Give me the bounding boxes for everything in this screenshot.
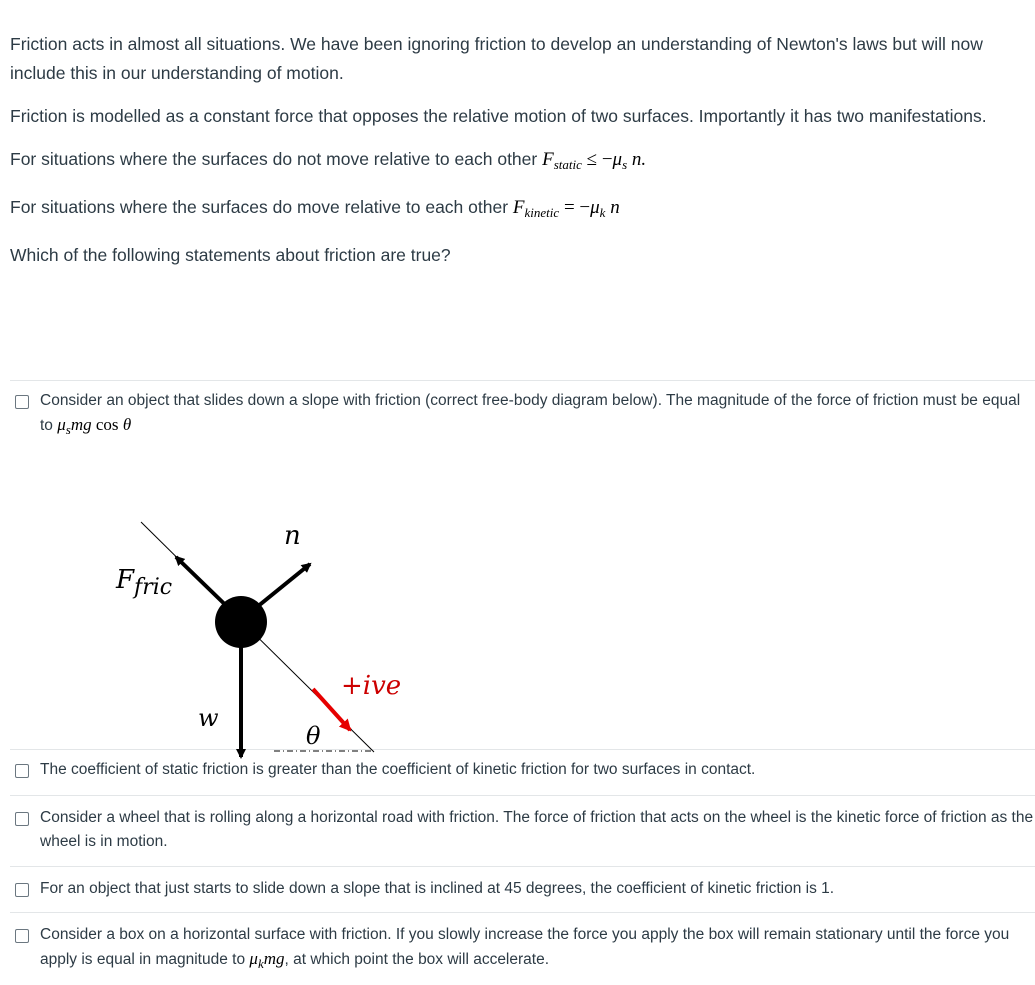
answer-3-text: Consider a wheel that is rolling along a horizontal road with friction. The force of friction that acts on the wheel is the kinetic force of friction as the wheel is in motion. [40,809,1034,850]
intro-static-friction [10,145,1035,179]
answer-1-formula: $\mu_smg$ cos θ [57,415,132,437]
intro-paragraph-2: Friction is modelled as a constant force that opposes the relative motion of two surfaces. Importantly it has two manifestations. [10,106,987,126]
intro-kinetic-friction [10,193,1035,227]
free-body-diagram [98,482,402,750]
answer-option-4[interactable] [10,866,1035,912]
question-prompt: Which of the following statements about friction are true? [10,245,451,265]
object-mass [215,596,267,648]
answer-5-formula: $\mu_kmg$ [249,949,285,971]
answer-5-text: Consider a box on a horizontal surface with friction. If you slowly increase the force you apply the box will remain stationary until the force you apply is equal in magnitude to [40,926,1010,968]
label-normal: n [284,521,301,551]
answer-checkbox-5[interactable] [15,929,29,943]
question-intro [10,30,1035,284]
label-weight: w [198,704,219,732]
label-theta: θ [306,722,321,750]
answer-4-text: For an object that just starts to slide down a slope that is inclined at 45 degrees, the coefficient of kinetic friction is 1. [40,880,835,897]
label-positive-direction: +ive [341,671,402,701]
answer-checkbox-1[interactable] [15,395,29,409]
kinetic-friction-text: For situations where the surfaces do move relative to each other [10,197,509,217]
label-friction: $F_{fric}$ [116,565,173,600]
answer-1-text: Consider an object that slides down a slope with friction (correct free-body diagram below). The magnitude of the force of friction must be equal to [40,392,1021,434]
static-friction-formula: $F_{static} \le -\mu_s$ n. [542,149,647,172]
answer-option-3[interactable] [10,795,1035,866]
answer-checkbox-4[interactable] [15,883,29,897]
answer-checkbox-3[interactable] [15,812,29,826]
intro-paragraph-1: Friction acts in almost all situations. We have been ignoring friction to develop an understanding of Newton's laws but will now include this in our understanding of motion. [10,34,983,83]
answer-option-1[interactable] [10,380,1035,749]
answer-2-text: The coefficient of static friction is greater than the coefficient of kinetic friction for two surfaces in contact. [40,761,756,778]
answer-option-2[interactable] [10,749,1035,795]
kinetic-friction-formula: $F_{kinetic} = -\mu_k$ n [512,197,620,220]
static-friction-text: For situations where the surfaces do not move relative to each other [10,149,538,169]
answer-checkbox-2[interactable] [15,764,29,778]
answer-list [10,380,1035,983]
answer-option-5[interactable] [10,912,1035,983]
answer-5-text-end: , at which point the box will accelerate. [284,951,550,968]
